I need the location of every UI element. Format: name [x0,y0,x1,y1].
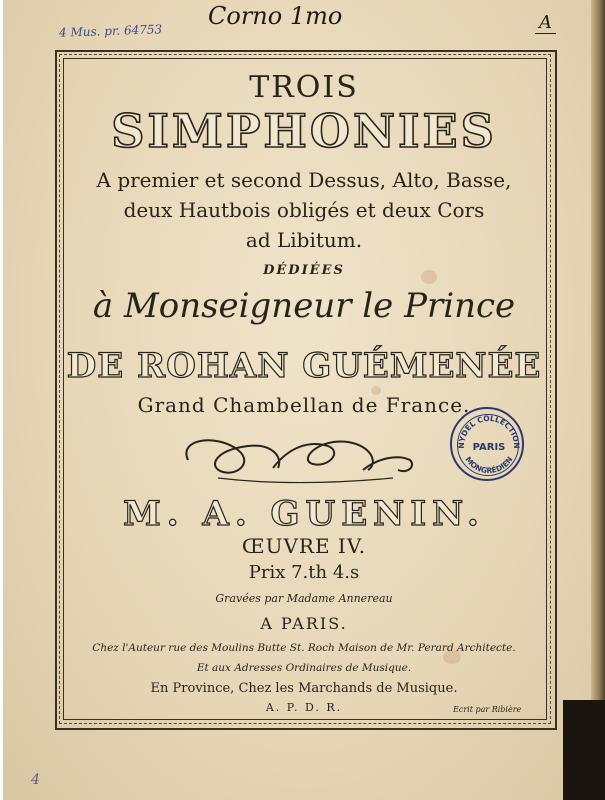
dedicatee-role: Grand Chambellan de France. [137,393,471,417]
dediees: DÉDIÉES [263,263,345,278]
title-page [3,0,603,800]
stamp-bottom-text: MONGRÉDIEN [463,454,515,476]
stamp-top-text: NYDEL COLLECTION [456,413,522,449]
calligraphic-flourish [178,428,418,486]
title-trois: TROIS [249,70,359,105]
dedicatee-name: DE ROHAN GUÉMENÉE [66,346,542,386]
opus-number: ŒUVRE IV. [241,534,367,558]
binding-spine [591,0,605,800]
stamp-center-text: PARIS [472,442,506,453]
library-stamp [450,407,524,481]
a-monseigneur: à Monseigneur le Prince [92,286,516,326]
svg-text:MONGRÉDIEN [463,455,514,475]
engraver: Gravées par Madame Annereau [215,592,393,605]
ad-libitum: ad Libitum. [245,228,363,252]
bottom-left-mark: 4 [31,772,40,788]
handwritten-shelfmark: 4 Mus. pr. 64753 [58,22,163,40]
province-line: En Province, Chez les Marchands de Musique. [150,681,458,696]
privilege: A. P. D. R. [265,701,343,714]
addresses-line: Et aux Adresses Ordinaires de Musique. [196,662,412,674]
binding-shadow [563,700,605,800]
composer-name: M. A. GUENIN. [123,494,485,534]
address-line: Chez l'Auteur rue des Moulins Butte St. Roch Maison de Mr. Perard Architecte. [92,642,516,654]
corner-letter: A [535,12,556,34]
instrumentation-line2: deux Hautbois obligés et deux Cors [123,198,485,222]
price: Prix 7.th 4.s [248,562,360,583]
instrumentation-line1: A premier et second Dessus, Alto, Basse, [96,168,512,192]
engraver-credit: Ecrit par Ribière [453,705,522,714]
handwritten-title: Corno 1mo [208,2,343,30]
title-simphonies: SIMPHONIES [111,104,497,158]
city: A PARIS. [260,614,348,633]
